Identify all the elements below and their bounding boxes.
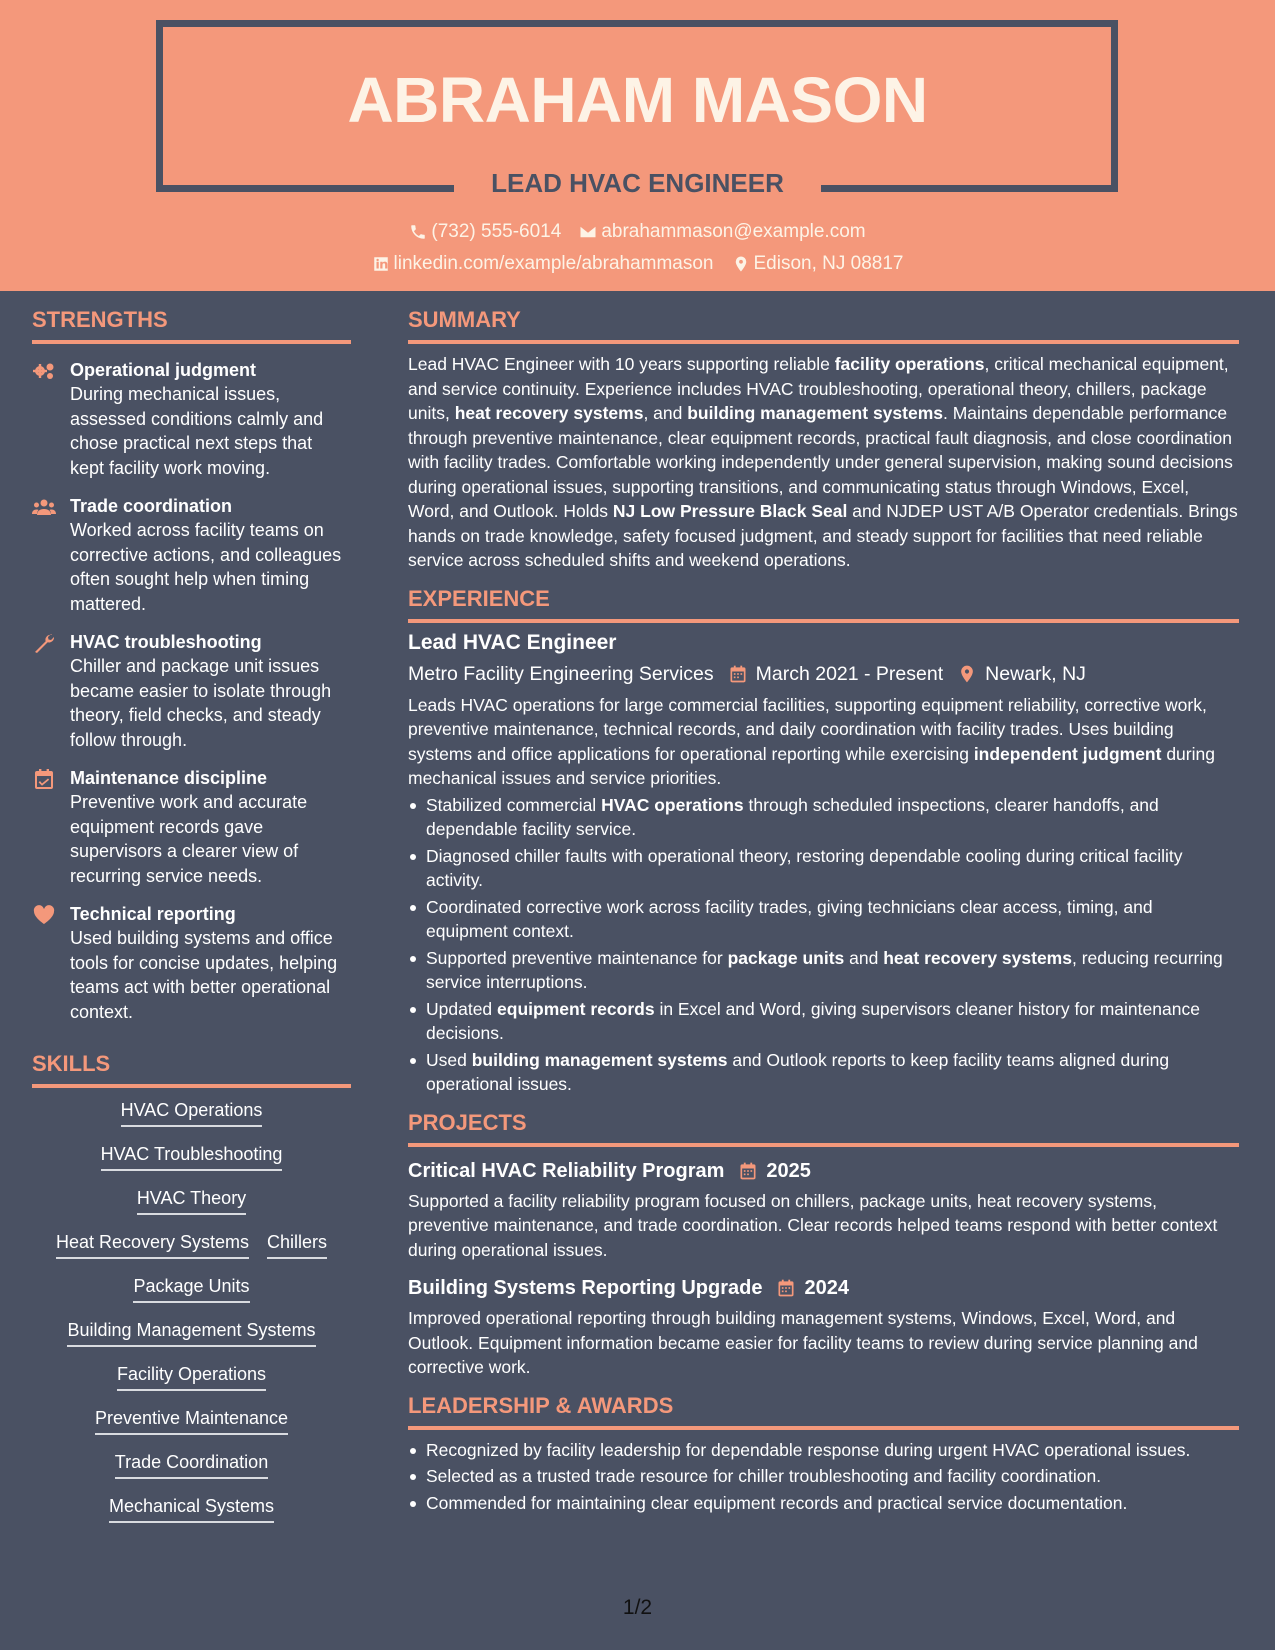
skill-tag: Building Management Systems xyxy=(67,1318,315,1347)
skill-tag: Heat Recovery Systems xyxy=(56,1230,249,1259)
skill-tag: Package Units xyxy=(133,1274,249,1303)
strength-desc: During mechanical issues, assessed conditions calmly and chose practical next steps that kept facility work moving. xyxy=(70,384,324,478)
skills-heading: SKILLS xyxy=(32,1050,351,1088)
job-company: Metro Facility Engineering Services xyxy=(408,662,714,685)
job-position: Lead HVAC Engineer xyxy=(408,630,617,654)
strength-desc: Worked across facility teams on corrective actions, and colleagues often sought help when timing mattered. xyxy=(70,520,342,614)
left-column xyxy=(32,306,351,1538)
linkedin-text: linkedin.com/example/abrahammason xyxy=(393,253,714,274)
contact-row-1 xyxy=(0,219,1275,245)
projects-heading: PROJECTS xyxy=(408,1109,1239,1147)
list-item: Diagnosed chiller faults with operational theory, restoring dependable cooling during critical facility activity. xyxy=(408,844,1239,893)
list-item: Supported preventive maintenance for package units and heat recovery systems, reducing recurring service interruptions. xyxy=(408,946,1239,995)
leadership-list xyxy=(408,1438,1239,1516)
leadership-heading: LEADERSHIP & AWARDS xyxy=(408,1392,1239,1430)
heart-icon xyxy=(32,905,56,925)
list-item: Selected as a trusted trade resource for chiller troubleshooting and facility coordination. xyxy=(408,1464,1239,1489)
skill-tag: HVAC Theory xyxy=(137,1186,246,1215)
strength-title: Maintenance discipline xyxy=(70,768,268,788)
phone-icon xyxy=(409,223,427,241)
right-column xyxy=(408,306,1239,1517)
calendar-icon xyxy=(728,664,748,684)
job-dates: March 2021 - Present xyxy=(755,662,944,685)
header xyxy=(0,0,1275,291)
contact-row-2 xyxy=(0,251,1275,277)
strength-title: Technical reporting xyxy=(70,904,236,924)
project-title: Critical HVAC Reliability Program xyxy=(408,1159,725,1182)
contact-location xyxy=(732,251,904,277)
list-item: Used building management systems and Outlook reports to keep facility teams aligned during operational issues. xyxy=(408,1048,1239,1097)
strength-item xyxy=(32,358,351,480)
wrench-icon xyxy=(32,633,56,653)
job-meta xyxy=(408,660,1239,688)
calendar-icon xyxy=(738,1161,758,1181)
skill-tag: Trade Coordination xyxy=(115,1450,268,1479)
project-year: 2024 xyxy=(804,1277,849,1299)
project-title-row xyxy=(408,1274,1239,1302)
skill-tag: HVAC Troubleshooting xyxy=(101,1142,283,1171)
summary-text: Lead HVAC Engineer with 10 years supporting reliable facility operations, critical mechanical equipment, and service continuity. Experience includes HVAC troubleshooting, operational theory, chillers, package units, heat recovery systems, and building management systems. Maintains dependable performance through preventive maintenance, clear equipment records, practical fault diagnosis, and close coordination with facility trades. Comfortable working independently under general supervision, making sound decisions during operational issues, supporting transitions, and communicating status through Windows, Excel, Word, and Outlook. Holds NJ Low Pressure Black Seal and NJDEP UST A/B Operator credentials. Brings hands on trade knowledge, safety focused judgment, and steady support for facilities that need reliable service across scheduled shifts and weekend operations. xyxy=(408,354,1238,570)
project-description: Supported a facility reliability program focused on chillers, package units, heat recovery systems, preventive maintenance, and trade coordination. Clear records helped teams respond with better context during operational issues. xyxy=(408,1190,1218,1260)
job-description: Leads HVAC operations for large commercial facilities, supporting equipment reliability, corrective work, preventive maintenance, technical records, and daily coordination with facility trades. Uses building systems and office applications for operational reporting while exercising independent judgment during mechanical issues and service priorities. xyxy=(408,694,1215,788)
gears-icon xyxy=(32,361,56,381)
strength-desc: Preventive work and accurate equipment records gave supervisors a clearer view of recurring service needs. xyxy=(70,792,308,886)
strength-title: HVAC troubleshooting xyxy=(70,632,262,652)
strength-title: Trade coordination xyxy=(70,496,233,516)
contact-phone[interactable] xyxy=(409,219,561,245)
users-icon xyxy=(32,497,56,517)
skill-tag: Facility Operations xyxy=(117,1362,266,1391)
list-item: Stabilized commercial HVAC operations through scheduled inspections, clearer handoffs, and dependable facility service. xyxy=(408,793,1239,842)
list-item: Recognized by facility leadership for dependable response during urgent HVAC operational issues. xyxy=(408,1438,1239,1463)
phone-text: (732) 555-6014 xyxy=(431,221,562,242)
skills-list xyxy=(32,1098,351,1538)
project-year: 2025 xyxy=(766,1159,811,1182)
envelope-icon xyxy=(579,223,597,241)
list-item: Updated equipment records in Excel and Word, giving supervisors cleaner history for maintenance decisions. xyxy=(408,997,1239,1046)
strength-desc: Used building systems and office tools for concise updates, helping teams act with better operational context. xyxy=(70,928,338,1022)
skill-tag: Chillers xyxy=(267,1230,327,1259)
candidate-name: ABRAHAM MASON xyxy=(347,64,928,136)
job-bullets xyxy=(408,793,1239,1097)
job-title-headline: LEAD HVAC ENGINEER xyxy=(491,168,784,198)
skill-tag: Preventive Maintenance xyxy=(95,1406,288,1435)
strength-item xyxy=(32,494,351,616)
linkedin-icon xyxy=(372,255,390,273)
calendar-check-icon xyxy=(32,769,56,789)
calendar-icon xyxy=(776,1278,796,1298)
map-pin-icon xyxy=(957,664,977,684)
strength-item xyxy=(32,766,351,888)
strength-item xyxy=(32,902,351,1024)
skill-tag: HVAC Operations xyxy=(121,1098,263,1127)
experience-heading: EXPERIENCE xyxy=(408,585,1239,623)
page-number: 1/2 xyxy=(622,1596,653,1619)
job-location: Newark, NJ xyxy=(985,662,1086,685)
project-title-row xyxy=(408,1157,1239,1185)
project-title: Building Systems Reporting Upgrade xyxy=(408,1277,763,1299)
strength-desc: Chiller and package unit issues became easier to isolate through theory, field checks, and steady follow through. xyxy=(70,656,332,750)
summary-heading: SUMMARY xyxy=(408,306,1239,344)
contact-email[interactable] xyxy=(579,219,865,245)
strengths-heading: STRENGTHS xyxy=(32,306,351,344)
list-item: Coordinated corrective work across facility trades, giving technicians clear access, timing, and equipment context. xyxy=(408,895,1239,944)
list-item: Commended for maintaining clear equipment records and practical service documentation. xyxy=(408,1491,1239,1516)
strength-title: Operational judgment xyxy=(70,360,257,380)
location-text: Edison, NJ 08817 xyxy=(753,253,904,274)
strength-item xyxy=(32,630,351,752)
project-description: Improved operational reporting through building management systems, Windows, Excel, Word, and Outlook. Equipment information became easier for facility teams to review during service planning and corrective work. xyxy=(408,1308,1198,1377)
skill-tag: Mechanical Systems xyxy=(109,1494,274,1523)
email-text: abrahammason@example.com xyxy=(601,221,866,242)
map-pin-icon xyxy=(732,255,750,273)
contact-linkedin[interactable] xyxy=(372,251,714,277)
